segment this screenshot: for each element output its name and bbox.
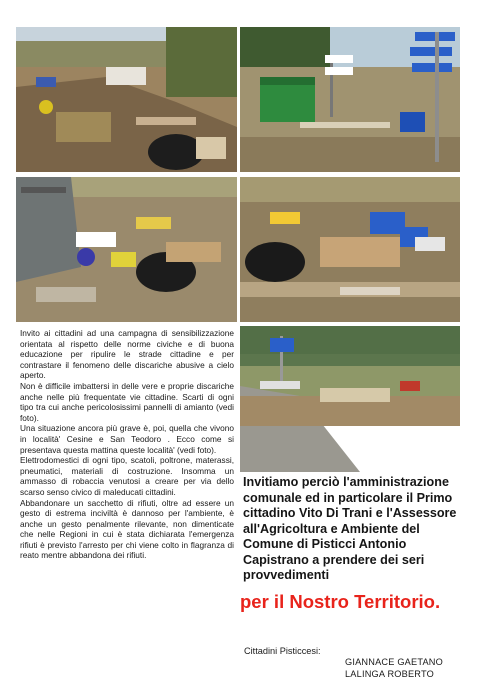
photo-road-verge <box>240 326 460 472</box>
signed-label: Cittadini Pisticcesi: <box>244 646 321 656</box>
paragraph: Elettrodomestici di ogni tipo, scatoli, poltrone, materassi, pneumatici, materiali di costruzione. Insomma un ammasso di robaccia venutosi a creare per via dello scarso senso civico di maleducati cittadini. <box>20 455 234 497</box>
paragraph: Non è difficile imbattersi in delle vere e proprie discariche anche nelle più frequentate vie cittadine. Scarti di ogni tipo tra cui anche pericolosissimi pannelli di amianto (vedi foto). <box>20 380 234 423</box>
article-body <box>20 328 234 561</box>
signature-name: LALINGA ROBERTO <box>345 669 434 679</box>
photo-roadside-dump <box>16 27 237 172</box>
photo-green-bin-signs <box>240 27 460 172</box>
photo-construction-debris <box>240 177 460 322</box>
paragraph: Invito ai cittadini ad una campagna di sensibilizzazione orientata al rispetto delle norme civiche e di buona educazione per ripulire le strade cittadine e per contrastare il fenomeno delle discariche abusive a cielo aperto. <box>20 328 234 381</box>
paragraph: Una situazione ancora più grave è, poi, quella che vivono in località' Cesine e San Teodoro . Ecco come si presentava questa mattina queste località' (vedi foto). <box>20 423 234 455</box>
headline: per il Nostro Territorio. <box>240 591 441 612</box>
signatures <box>345 656 443 680</box>
appeal-text: Invitiamo perciò l'amministrazione comunale ed in particolare il Primo cittadino Vito Di Trani e l'Assessore all'Agricoltura e Ambiente del Comune di Pisticci Antonio Capistrano a prendere dei seri provvedimenti <box>243 475 457 582</box>
paragraph: Abbandonare un sacchetto di rifiuti, oltre ad essere un gesto di estrema inciviltà è dannoso per l'ambiente, è anche un gesto penalmente rilevante, non dimenticate che nelle Regioni in cui è stata dichiarata l'emergenza rifiuti è previsto l'arresto per chi viene colto in flagranza di reato mentre abbandona dei rifiuti. <box>20 497 234 561</box>
signature-name: GIANNACE GAETANO <box>345 657 443 667</box>
photo-overturned-bin <box>16 177 237 322</box>
